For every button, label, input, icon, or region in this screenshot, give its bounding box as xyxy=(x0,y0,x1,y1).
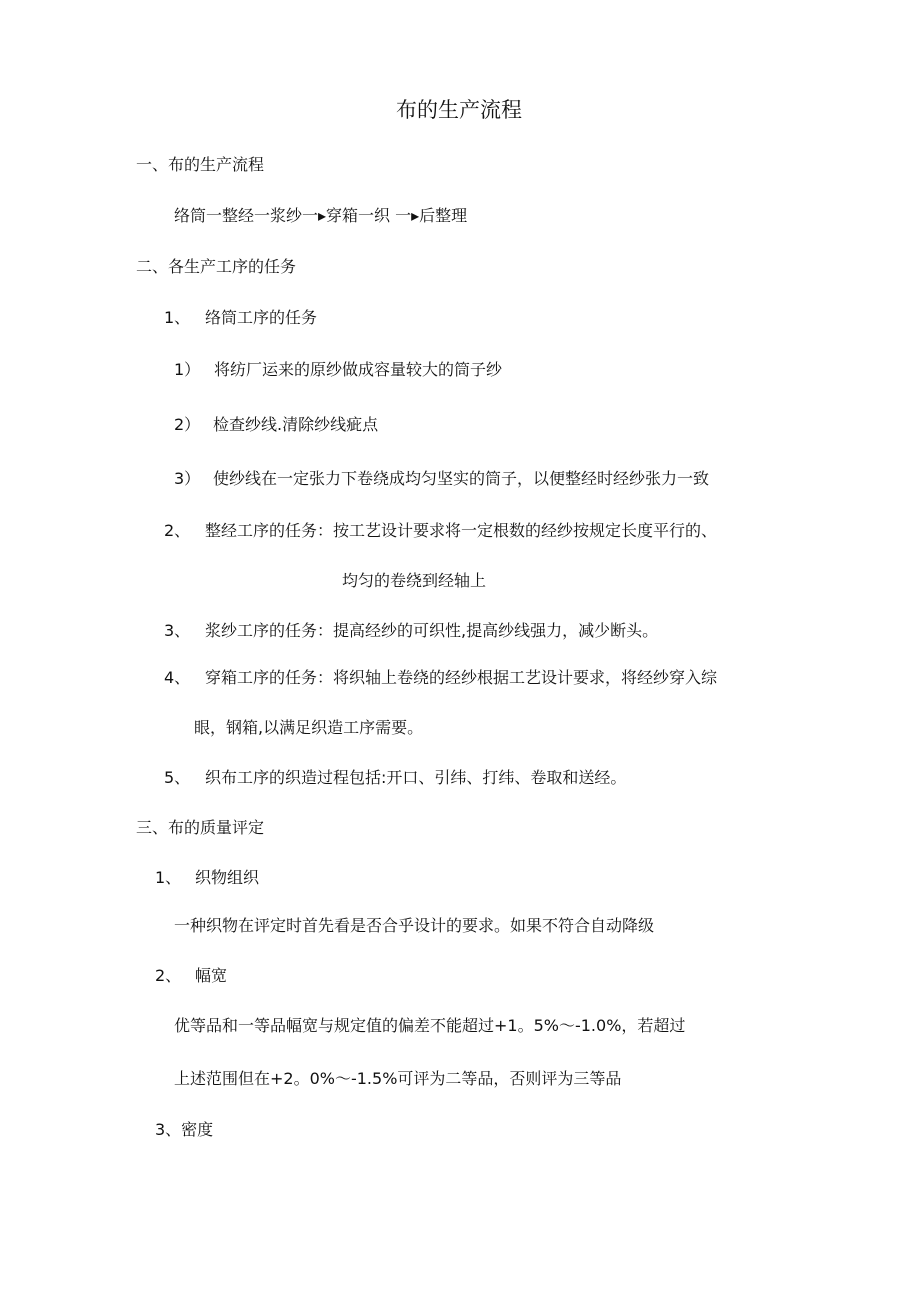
item-number: 2、 xyxy=(155,966,182,985)
item-body: 一种织物在评定时首先看是否合乎设计的要求。如果不符合自动降级 xyxy=(174,916,655,935)
item-number: 1、 xyxy=(155,868,182,887)
section-heading-2: 二、各生产工序的任务 xyxy=(136,257,297,276)
subitem-text: 检查纱线.清除纱线疵点 xyxy=(213,415,379,434)
process-flow: 络筒一整经一浆纱一▸穿箱一织 一▸后整理 xyxy=(174,206,468,225)
item-heading: 织物组织 xyxy=(195,868,260,887)
item-number: 4、 xyxy=(164,668,191,687)
item-number: 1、 xyxy=(164,308,191,327)
item-heading: 络筒工序的任务 xyxy=(205,308,318,327)
subitem-number: 2） xyxy=(174,415,201,434)
item-number: 3、 xyxy=(164,621,191,640)
item-heading: 3、密度 xyxy=(155,1120,214,1139)
item-text-continuation: 均匀的卷绕到经轴上 xyxy=(342,571,487,590)
item-heading: 幅宽 xyxy=(195,966,228,985)
document-title: 布的生产流程 xyxy=(396,98,522,122)
section-heading-1: 一、布的生产流程 xyxy=(136,155,265,174)
item-number: 2、 xyxy=(164,521,191,540)
item-text: 穿箱工序的任务：将织轴上卷绕的经纱根据工艺设计要求，将经纱穿入综 xyxy=(205,668,718,687)
subitem-text: 将纺厂运来的原纱做成容量较大的筒子纱 xyxy=(214,360,503,379)
item-number: 5、 xyxy=(164,768,191,787)
item-body: 上述范围但在+2。0%〜-1.5%可评为二等品，否则评为三等品 xyxy=(174,1069,622,1088)
item-text: 浆纱工序的任务：提高经纱的可织性,提高纱线强力，减少断头。 xyxy=(205,621,659,640)
subitem-number: 1） xyxy=(174,360,201,379)
subitem-text: 使纱线在一定张力下卷绕成均匀坚实的筒子，以便整经时经纱张力一致 xyxy=(213,469,710,488)
item-body: 优等品和一等品幅宽与规定值的偏差不能超过+1。5%〜-1.0%，若超过 xyxy=(174,1016,686,1035)
item-text: 整经工序的任务：按工艺设计要求将一定根数的经纱按规定长度平行的、 xyxy=(205,521,718,540)
subitem-number: 3） xyxy=(174,469,201,488)
item-text: 织布工序的织造过程包括:开口、引纬、打纬、卷取和送经。 xyxy=(205,768,627,787)
section-heading-3: 三、布的质量评定 xyxy=(136,818,265,837)
item-text-continuation: 眼，钢箱,以满足织造工序需要。 xyxy=(194,718,424,737)
